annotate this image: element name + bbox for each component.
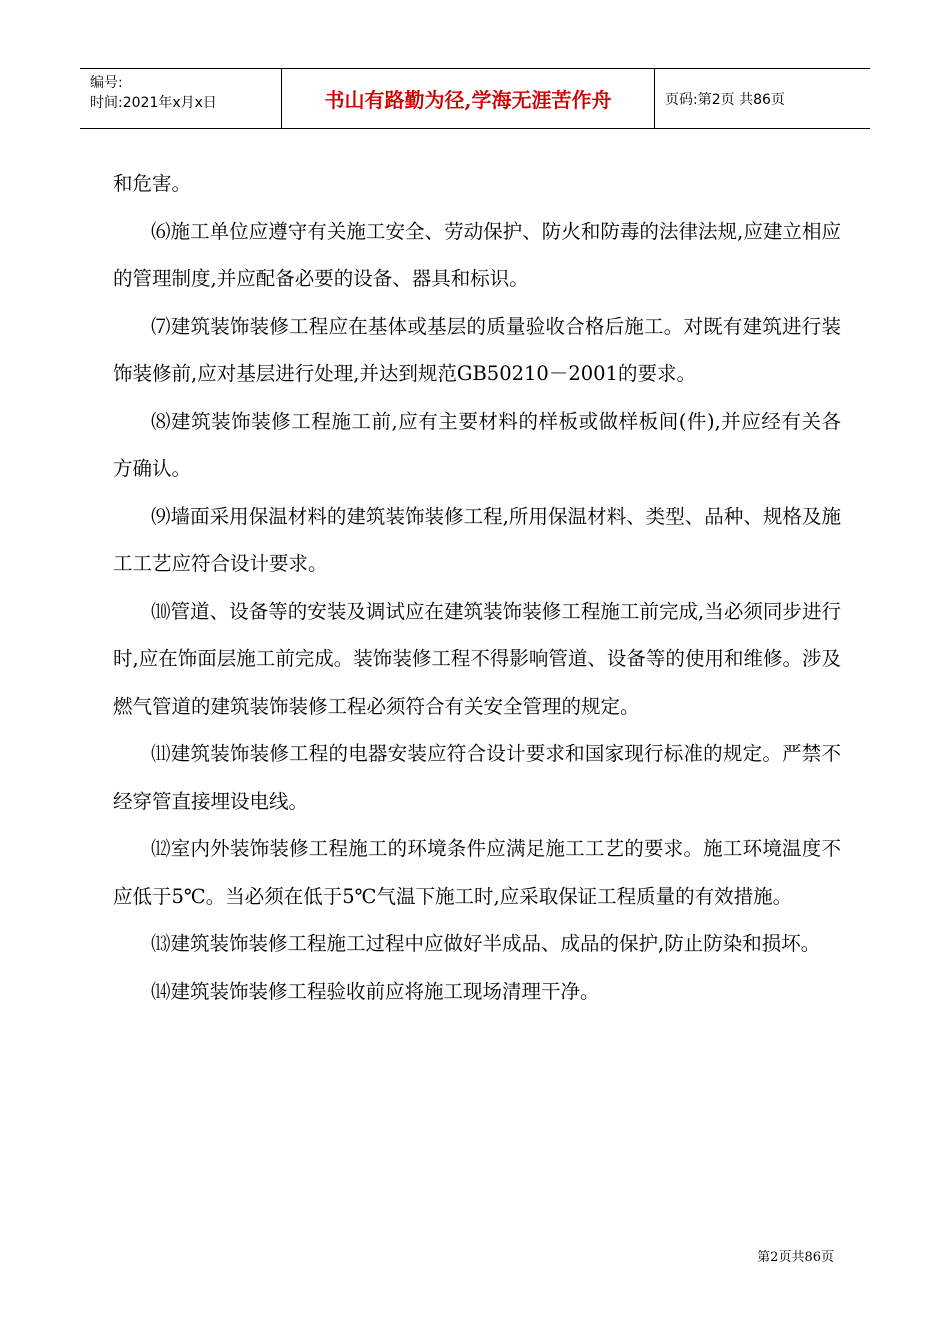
paragraph: ⑼墙面采用保温材料的建筑装饰装修工程,所用保温材料、类型、品种、规格及施工工艺应符合设计要求。: [113, 504, 841, 575]
header-page-number: 页码:第2页 共86页: [665, 91, 785, 108]
document-number: 编号:: [90, 75, 123, 91]
header-motto: 书山有路勤为径,学海无涯苦作舟: [282, 69, 655, 128]
paragraph: 和危害。: [113, 172, 192, 195]
document-date: 时间:2021年x月x日: [90, 95, 217, 111]
paragraph: ⑻建筑装饰装修工程施工前,应有主要材料的样板或做样板间(件),并应经有关各方确认。: [113, 409, 841, 480]
document-body: [113, 160, 841, 1015]
paragraph: ⒁建筑装饰装修工程验收前应将施工现场清理干净。: [151, 979, 600, 1003]
paragraph: ⑿室内外装饰装修工程施工的环境条件应满足施工工艺的要求。施工环境温度不应低于5℃。当必须在低于5℃气温下施工时,应采取保证工程质量的有效措施。: [113, 837, 841, 908]
paragraph: ⑾建筑装饰装修工程的电器安装应符合设计要求和国家现行标准的规定。严禁不经穿管直接埋设电线。: [113, 742, 841, 813]
paragraph: ⑺建筑装饰装修工程应在基体或基层的质量验收合格后施工。对既有建筑进行装饰装修前,应对基层进行处理,并达到规范GB50210－2001的要求。: [113, 314, 841, 385]
header-info: [80, 69, 282, 128]
page-footer: 第2页共86页: [757, 1250, 834, 1265]
paragraph: ⒀建筑装饰装修工程施工过程中应做好半成品、成品的保护,防止防染和损坏。: [151, 932, 821, 955]
paragraph: ⑹施工单位应遵守有关施工安全、劳动保护、防火和防毒的法律法规,应建立相应的管理制度,并应配备必要的设备、器具和标识。: [113, 219, 841, 290]
paragraph: ⑽管道、设备等的安装及调试应在建筑装饰装修工程施工前完成,当必须同步进行时,应在饰面层施工前完成。装饰装修工程不得影响管道、设备等的使用和维修。涉及燃气管道的建筑装饰装修工程必须符合有关安全管理的规定。: [113, 599, 841, 718]
page-header: [80, 68, 870, 129]
